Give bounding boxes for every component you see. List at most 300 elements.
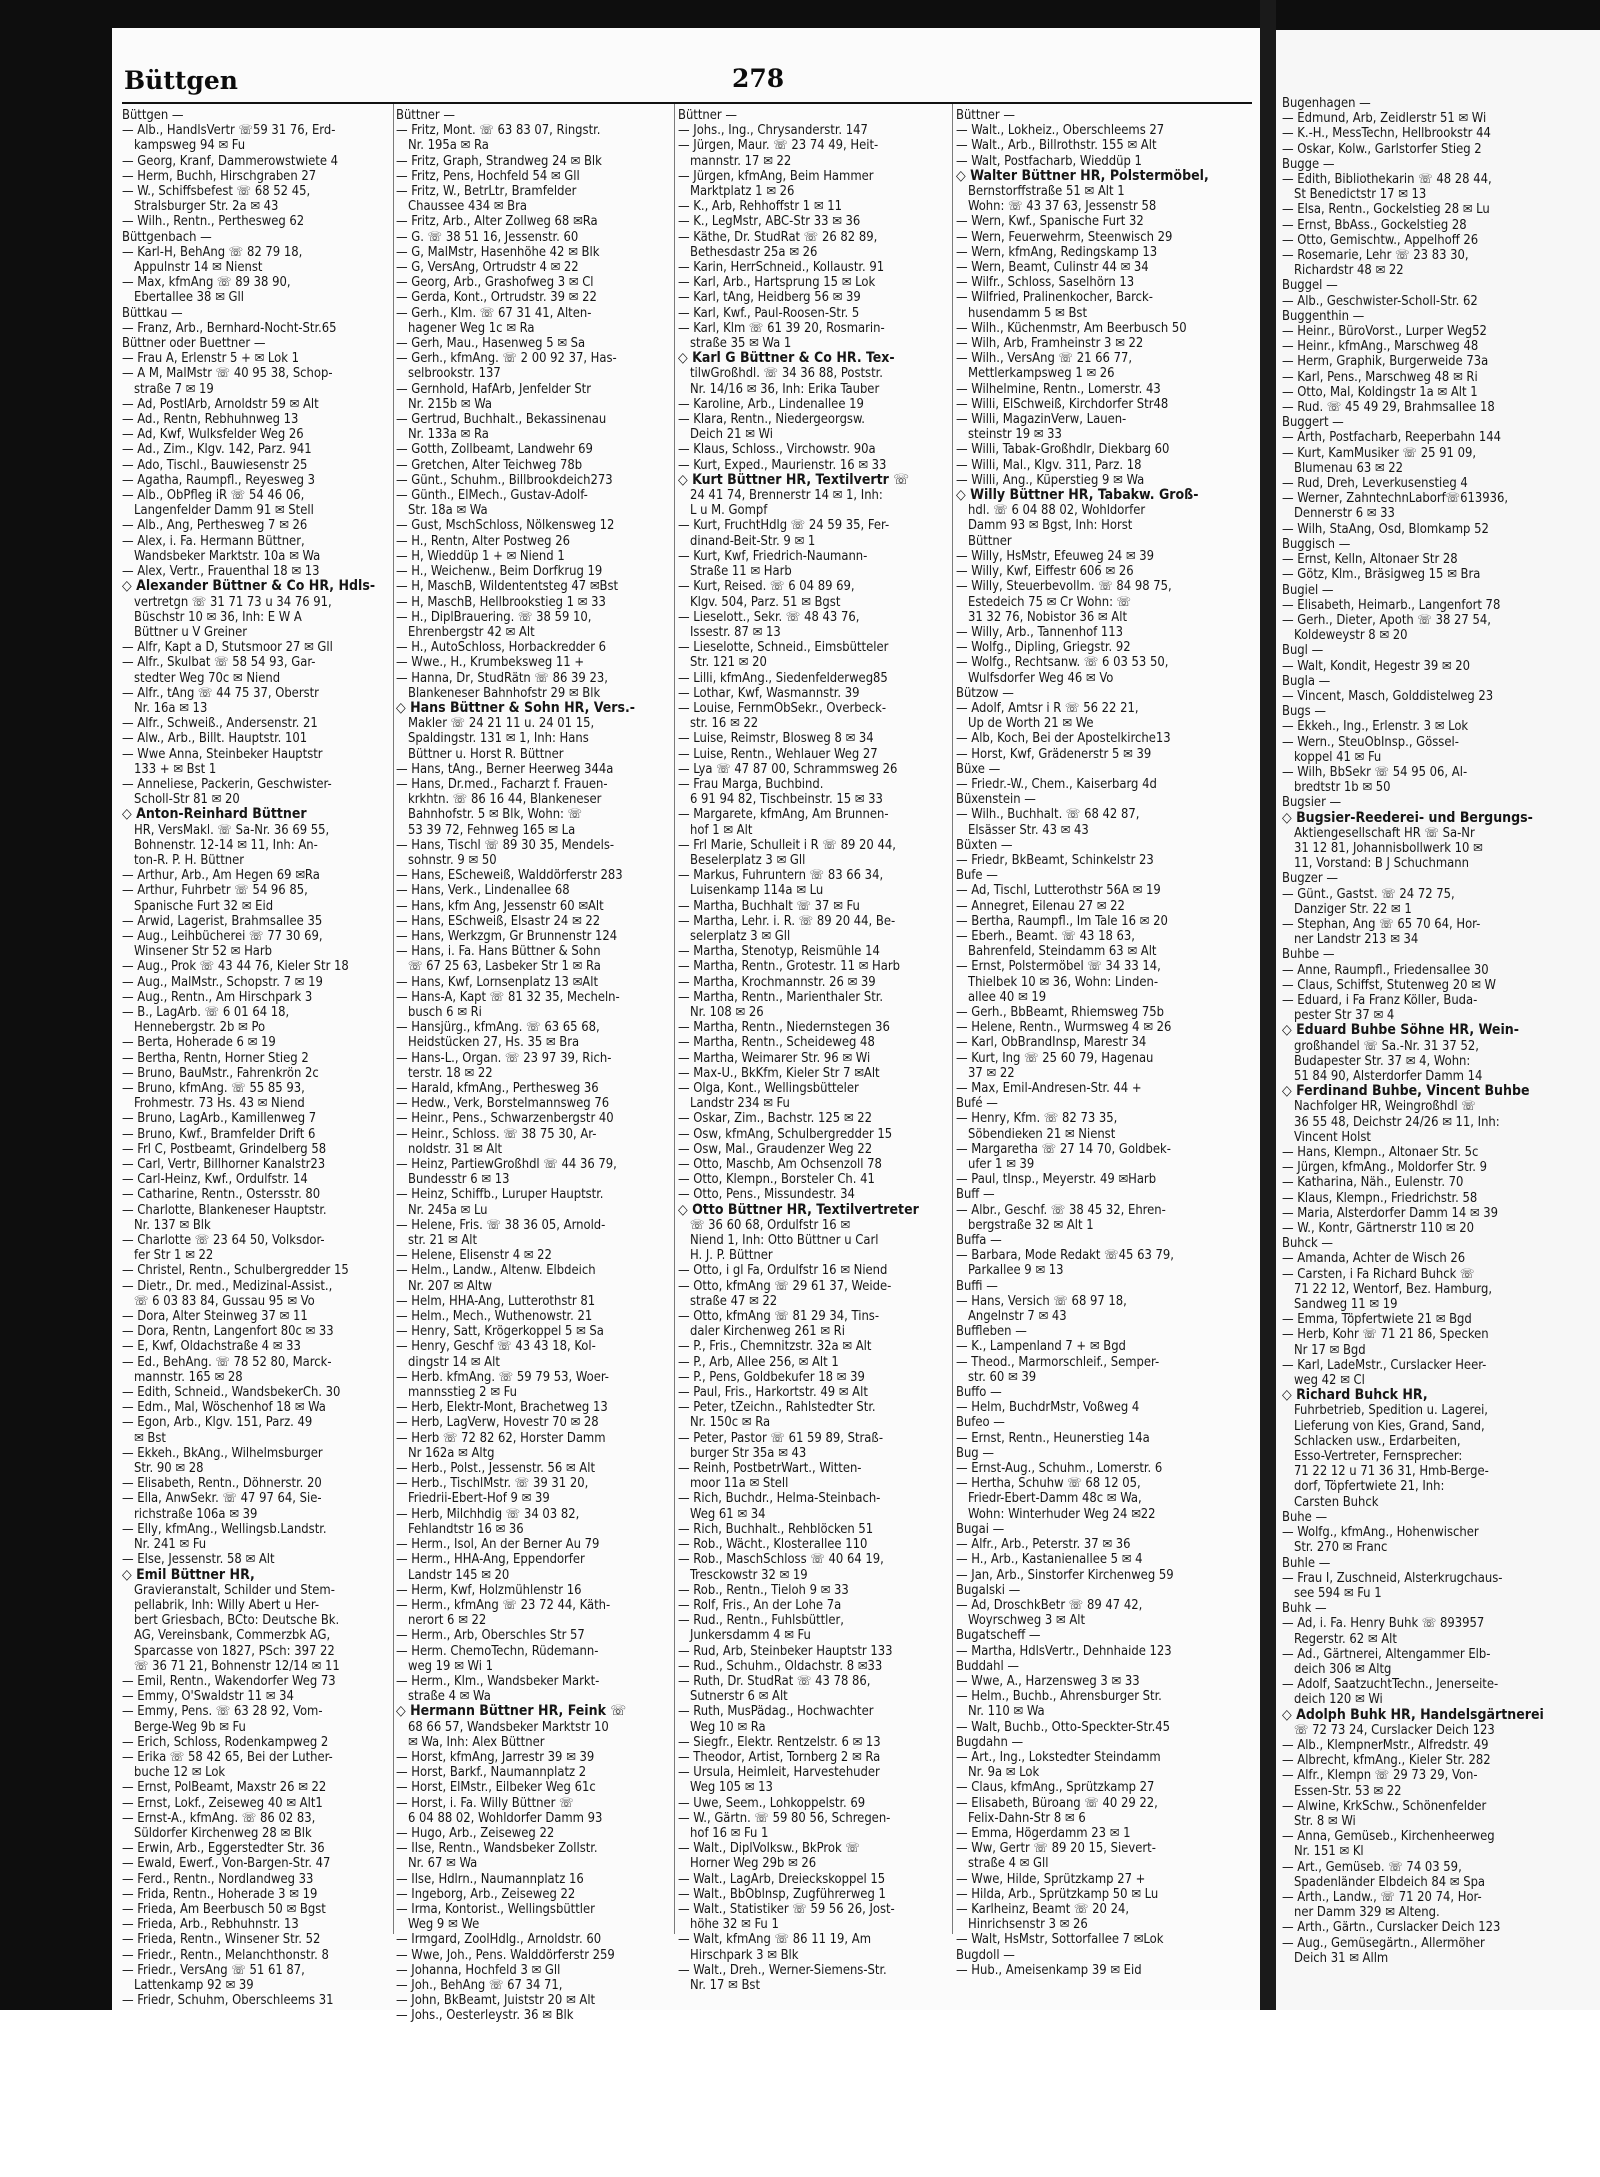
- directory-entry-line: hagener Weg 1c ✉ Ra: [408, 320, 535, 336]
- directory-entry-line: — Hans, Werkzgm, Gr Brunnenstr 124: [396, 928, 618, 944]
- directory-entry-line: — A M, MalMstr ☏ 40 95 38, Schop-: [122, 366, 333, 382]
- directory-entry-line: Richardstr 48 ✉ 22: [1294, 263, 1404, 279]
- directory-entry-line: ufer 1 ✉ 39: [968, 1157, 1035, 1173]
- directory-entry-line: — Max, kfmAng ☏ 89 38 90,: [122, 275, 291, 291]
- directory-entry-line: — Rud., Rentn., Fuhlsbüttler,: [678, 1613, 844, 1629]
- directory-entry-line: busch 6 ✉ Ri: [408, 1004, 482, 1020]
- directory-entry-line: Buggel —: [1282, 278, 1338, 294]
- directory-entry-line: — Erich, Schloss, Rodenkampweg 2: [122, 1734, 329, 1750]
- directory-entry-line: — Horst, Kwf, Grädenerstr 5 ✉ 39: [956, 746, 1152, 762]
- directory-entry-line: weg 19 ✉ Wi 1: [408, 1658, 493, 1674]
- directory-entry-line: — Kurt, FruchtHdlg ☏ 24 59 35, Fer-: [678, 518, 890, 534]
- directory-entry-line: — Hub., Ameisenkamp 39 ✉ Eid: [956, 1962, 1142, 1978]
- directory-entry-line: — Helm, BuchdrMstr, Voßweg 4: [956, 1400, 1140, 1416]
- directory-entry-line: Nr 162a ✉ Altg: [408, 1445, 495, 1461]
- directory-entry-line: — Ad, PostlArb, Arnoldstr 59 ✉ Alt: [122, 396, 319, 412]
- directory-entry-line: — Horst, Barkf., Naumannplatz 2: [396, 1765, 587, 1781]
- directory-entry-line: — Herm, Graphik, Burgerweide 73a: [1282, 354, 1489, 370]
- directory-entry-line: — Rolf, Fris., An der Lohe 7a: [678, 1597, 842, 1613]
- directory-entry-line: — Frida, Rentn., Hoherade 3 ✉ 19: [122, 1886, 318, 1902]
- directory-entry-line: Lieferung von Kies, Grand, Sand,: [1294, 1418, 1485, 1434]
- directory-entry-line: hdl. ☏ 6 04 88 02, Wohldorfer: [968, 503, 1146, 519]
- directory-entry-line: — Karlheinz, Beamt ☏ 20 24,: [956, 1901, 1130, 1917]
- directory-entry-line: — Fritz, Graph, Strandweg 24 ✉ Blk: [396, 153, 602, 169]
- directory-entry-line: — Max, Emil-Andresen-Str. 44 +: [956, 1081, 1142, 1096]
- directory-entry-line: — Martha, Stenotyp, Reismühle 14: [678, 944, 880, 960]
- directory-entry-line: — Rud, Dreh, Leverkusenstieg 4: [1282, 476, 1468, 492]
- directory-entry-line: — K., Arb, Rehhoffstr 1 ✉ 11: [678, 199, 843, 215]
- directory-entry-line: — Berta, Hoherade 6 ✉ 19: [122, 1035, 276, 1051]
- directory-entry-line: Aktiengesellschaft HR ☏ Sa-Nr: [1294, 825, 1475, 841]
- directory-entry-line: — Kurt, KamMusiker ☏ 25 91 09,: [1282, 445, 1477, 461]
- directory-entry-line: — Bruno, Kwf., Bramfelder Drift 6: [122, 1126, 316, 1142]
- directory-entry-line: — Alb., Geschwister-Scholl-Str. 62: [1282, 293, 1478, 309]
- directory-entry-line: Büttner u V Greiner: [134, 624, 248, 640]
- directory-entry-line: — Anneliese, Packerin, Geschwister-: [122, 776, 332, 792]
- directory-entry-line: Damm 93 ✉ Bgst, Inh: Horst: [968, 518, 1133, 534]
- directory-entry-line: — Wolfg., Rechtsanw. ☏ 6 03 53 50,: [956, 655, 1169, 671]
- directory-entry-line: — Alfr., Skulbat ☏ 58 54 93, Gar-: [122, 655, 316, 671]
- directory-entry-line: Wandsbeker Marktstr. 10a ✉ Wa: [134, 548, 321, 564]
- directory-entry-line: — Otto, kfmAng ☏ 81 29 34, Tins-: [678, 1309, 880, 1325]
- directory-entry-line: 6 04 88 02, Wohldorfer Damm 93: [408, 1810, 603, 1826]
- directory-entry-line: Büxten —: [956, 837, 1013, 853]
- directory-entry-line: 51 84 90, Alsterdorfer Damm 14: [1294, 1069, 1483, 1084]
- directory-entry-line: — Irmgard, ZoolHdlg., Arnoldstr. 60: [396, 1932, 602, 1948]
- directory-entry-line: — Heinr., Pens., Schwarzenbergstr 40: [396, 1111, 614, 1127]
- directory-entry-line: — H, Wieddüp 1 + ✉ Niend 1: [396, 548, 565, 564]
- directory-entry-line: — Aug., Gemüsegärtn., Allermöher: [1282, 1935, 1485, 1951]
- directory-entry-line: — Stephan, Ang ☏ 65 70 64, Hor-: [1282, 916, 1481, 932]
- directory-entry-line: — Gertrud, Buchhalt., Bekassinenau: [396, 412, 607, 428]
- directory-entry-line: — Ella, AnwSekr. ☏ 47 97 64, Sie-: [122, 1491, 322, 1507]
- directory-entry-line: Nr. 14/16 ✉ 36, Inh: Erika Tauber: [690, 381, 880, 397]
- directory-entry-line: — Wwe., H., Krumbeksweg 11 +: [396, 655, 585, 671]
- directory-entry-line: Landstr 234 ✉ Fu: [690, 1096, 790, 1112]
- directory-entry-line: — P., Pens, Goldbekufer 18 ✉ 39: [678, 1369, 865, 1385]
- directory-entry-line: — Ado, Tischl., Bauwiesenstr 25: [122, 457, 308, 473]
- directory-entry-line: Mettlerkampsweg 1 ✉ 26: [968, 366, 1115, 382]
- directory-entry-line: Bugdoll —: [956, 1947, 1015, 1963]
- directory-entry-line: mannsstieg 2 ✉ Fu: [408, 1385, 517, 1401]
- directory-entry-line: Bugla —: [1282, 673, 1331, 689]
- directory-entry-line: — Adolf, SaatzuchtTechn., Jenerseite-: [1282, 1677, 1499, 1693]
- directory-column-1: [122, 108, 390, 2009]
- directory-entry-line: — Gotth, Zollbeamt, Landwehr 69: [396, 442, 593, 458]
- directory-entry-line: — Ad, DroschkBetr ☏ 89 47 42,: [956, 1597, 1143, 1613]
- directory-entry-line: Bahnhofstr. 5 ✉ Blk, Wohn: ☏: [408, 807, 583, 823]
- directory-entry-line: Langenfelder Damm 91 ✉ Stell: [134, 503, 314, 519]
- directory-entry-line: Thielbek 10 ✉ 36, Wohn: Linden-: [968, 974, 1159, 990]
- directory-entry-line: Str. 18a ✉ Wa: [408, 503, 488, 519]
- directory-entry-line: straße 4 ✉ Gll: [968, 1856, 1049, 1872]
- directory-entry-line: — Albrecht, kfmAng., Kieler Str. 282: [1282, 1753, 1491, 1769]
- directory-entry-line: — Ad., Zim., Klgv. 142, Parz. 941: [122, 442, 312, 458]
- directory-entry-line: — Henry, Geschf ☏ 43 43 18, Kol-: [396, 1339, 596, 1355]
- directory-entry-line: Makler ☏ 24 21 11 u. 24 01 15,: [408, 716, 595, 732]
- directory-entry-line: — Aug., Rentn., Am Hirschpark 3: [122, 989, 313, 1005]
- directory-entry-line: Marktplatz 1 ✉ 26: [690, 184, 795, 200]
- directory-entry-line: ◇ Hermann Büttner HR, Feink ☏: [396, 1703, 627, 1720]
- directory-entry-line: — K., LegMstr, ABC-Str 33 ✉ 36: [678, 214, 861, 230]
- directory-entry-line: — Jürgen, kfmAng., Moldorfer Str. 9: [1282, 1160, 1488, 1176]
- directory-entry-line: — Charlotte ☏ 23 64 50, Volksdor-: [122, 1233, 325, 1249]
- directory-entry-line: Bethesdastr 25a ✉ 26: [690, 244, 818, 260]
- directory-entry-line: — H., Arb., Kastanienallee 5 ✉ 4: [956, 1552, 1143, 1568]
- directory-entry-line: Essen-Str. 53 ✉ 22: [1294, 1783, 1402, 1799]
- directory-entry-line: — Wilh., Küchenmstr, Am Beerbusch 50: [956, 320, 1187, 336]
- directory-entry-line: — Margaretha ☏ 27 14 70, Goldbek-: [956, 1141, 1171, 1157]
- directory-entry-line: ner Damm 329 ✉ Alteng.: [1294, 1905, 1440, 1921]
- directory-entry-line: bredtstr 1b ✉ 50: [1294, 780, 1391, 796]
- directory-entry-line: — Karoline, Arb., Lindenallee 19: [678, 396, 864, 412]
- directory-entry-line: — Willy, HsMstr, Efeuweg 24 ✉ 39: [956, 548, 1155, 564]
- directory-entry-line: — Wern, Feuerwehrm, Steenwisch 29: [956, 229, 1173, 245]
- directory-entry-line: ✉ Bst: [134, 1430, 166, 1446]
- directory-entry-line: — Louise, FernmObSekr., Overbeck-: [678, 700, 887, 716]
- directory-entry-line: — Dora, Alter Steinweg 37 ✉ 11: [122, 1309, 308, 1325]
- directory-entry-line: — G, MalMstr, Hasenhöhe 42 ✉ Blk: [396, 244, 600, 260]
- directory-entry-line: — H., DiplBrauering. ☏ 38 59 10,: [396, 609, 592, 625]
- directory-entry-line: Friedrii-Ebert-Hof 9 ✉ 39: [408, 1491, 550, 1507]
- directory-entry-line: — Karl, Kwf., Paul-Roosen-Str. 5: [678, 305, 860, 321]
- directory-entry-line: L u M. Gompf: [690, 503, 768, 519]
- directory-entry-line: stedter Weg 70c ✉ Niend: [134, 670, 281, 686]
- directory-entry-line: Büttner —: [956, 108, 1015, 123]
- directory-entry-line: Lattenkamp 92 ✉ 39: [134, 1977, 254, 1993]
- directory-entry-line: Bugenhagen —: [1282, 96, 1371, 111]
- directory-entry-line: — Walt., Arb., Billrothstr. 155 ✉ Alt: [956, 138, 1157, 154]
- directory-entry-line: — Herm., Isol, An der Berner Au 79: [396, 1537, 600, 1553]
- directory-entry-line: — Horst, i. Fa. Willy Büttner ☏: [396, 1795, 574, 1811]
- directory-entry-line: — Karl-H, BehAng ☏ 82 79 18,: [122, 244, 303, 260]
- directory-entry-line: — Wilh., Rentn., Perthesweg 62: [122, 214, 305, 230]
- directory-entry-line: — Fritz, Pens, Hochfeld 54 ✉ Gll: [396, 168, 580, 184]
- directory-entry-line: — Frieda, Arb., Rebhuhnstr. 13: [122, 1917, 299, 1933]
- directory-entry-line: — Carl, Vertr, Billhorner Kanalstr23: [122, 1157, 326, 1173]
- header-rule: [122, 102, 1252, 104]
- directory-entry-line: — Markus, Fuhruntern ☏ 83 66 34,: [678, 868, 884, 884]
- directory-entry-line: Nr. 110 ✉ Wa: [968, 1704, 1045, 1720]
- directory-entry-line: — W., Gärtn. ☏ 59 80 56, Schregen-: [678, 1810, 891, 1826]
- directory-entry-line: Buddahl —: [956, 1658, 1019, 1674]
- directory-entry-line: — Heinz, Schiffb., Luruper Hauptstr.: [396, 1187, 604, 1203]
- directory-entry-line: — John, BkBeamt, Juiststr 20 ✉ Alt: [396, 1993, 596, 2009]
- directory-entry-line: — Willi, Tabak-Großhdlr, Diekbarg 60: [956, 442, 1170, 458]
- directory-entry-line: Nr. 207 ✉ Altw: [408, 1278, 493, 1294]
- running-head: [122, 62, 1252, 98]
- directory-entry-line: Nr. 133a ✉ Ra: [408, 427, 489, 443]
- directory-entry-line: — Hans, ESchweiß, Elsastr 24 ✉ 22: [396, 913, 601, 929]
- directory-entry-line: — Wern, Beamt, Culinstr 44 ✉ 34: [956, 260, 1149, 276]
- directory-entry-line: — H., Weichenw., Beim Dorfkrug 19: [396, 564, 603, 580]
- directory-entry-line: ◇ Richard Buhck HR,: [1282, 1387, 1428, 1404]
- directory-entry-line: — Herm., HHA-Ang, Eppendorfer: [396, 1552, 585, 1568]
- directory-entry-line: deich 306 ✉ Altg: [1294, 1661, 1392, 1677]
- directory-entry-line: — Karin, HerrSchneid., Kollaustr. 91: [678, 260, 885, 276]
- directory-entry-line: — Ekkeh., Ing., Erlenstr. 3 ✉ Lok: [1282, 719, 1469, 735]
- directory-entry-line: — Karl, ObBrandInsp, Marestr 34: [956, 1035, 1147, 1051]
- directory-entry-line: Bugdahn —: [956, 1734, 1024, 1750]
- directory-entry-line: Scholl-Str 81 ✉ 20: [134, 792, 240, 808]
- directory-entry-line: — Lieselott., Sekr. ☏ 48 43 76,: [678, 609, 860, 625]
- directory-entry-line: — Rud., Schuhm., Oldachstr. 8 ✉33: [678, 1658, 883, 1674]
- directory-entry-line: Weg 105 ✉ 13: [690, 1780, 773, 1796]
- directory-entry-line: — Walt, Buchb., Otto-Speckter-Str.45: [956, 1719, 1171, 1735]
- directory-entry-line: dorf, Töpfertwiete 21, Inh:: [1294, 1479, 1445, 1495]
- directory-entry-line: — Hans, EScheweiß, Walddörferstr 283: [396, 868, 623, 884]
- directory-entry-line: — P., Arb, Allee 256, ✉ Alt 1: [678, 1354, 839, 1370]
- directory-entry-line: — Wwe, Joh., Pens. Walddörferstr 259: [396, 1947, 615, 1963]
- directory-entry-line: mannstr. 17 ✉ 22: [690, 153, 792, 169]
- directory-entry-line: — Willy, Kwf, Eiffestr 606 ✉ 26: [956, 564, 1134, 580]
- directory-entry-line: — Ernst-A., kfmAng. ☏ 86 02 83,: [122, 1810, 316, 1826]
- directory-entry-line: — Hans, Versich ☏ 68 97 18,: [956, 1293, 1127, 1309]
- directory-entry-line: — Herb., TischlMstr. ☏ 39 31 20,: [396, 1476, 589, 1492]
- directory-entry-line: Esso-Vertreter, Fernsprecher:: [1294, 1449, 1463, 1465]
- directory-entry-line: — Oskar, Zim., Bachstr. 125 ✉ 22: [678, 1111, 872, 1127]
- directory-entry-line: — Wern., SteuObInsp., Gössel-: [1282, 734, 1459, 750]
- directory-entry-line: — Irma, Kontorist., Wellingsbüttler: [396, 1901, 595, 1917]
- directory-entry-line: Buffi —: [956, 1278, 998, 1294]
- directory-entry-line: — Edith, Bibliothekarin ☏ 48 28 44,: [1282, 172, 1492, 188]
- directory-entry-line: Nr. 16a ✉ 13: [134, 700, 208, 716]
- directory-entry-line: Parkallee 9 ✉ 13: [968, 1263, 1064, 1279]
- directory-entry-line: — Martha, HdlsVertr., Dehnhaide 123: [956, 1643, 1172, 1659]
- directory-entry-line: Beselerplatz 3 ✉ Gll: [690, 852, 806, 868]
- directory-entry-line: — Theodor, Artist, Tornberg 2 ✉ Ra: [678, 1749, 881, 1765]
- directory-entry-line: ◇ Emil Büttner HR,: [122, 1566, 255, 1583]
- directory-entry-line: Süldorfer Kirchenweg 28 ✉ Blk: [134, 1825, 312, 1841]
- column-divider: [674, 104, 675, 1934]
- directory-entry-line: — Hans, i. Fa. Hans Büttner & Sohn: [396, 944, 601, 960]
- directory-entry-line: — Wwe, Hilde, Sprützkamp 27 +: [956, 1871, 1146, 1887]
- directory-entry-line: — Elsa, Rentn., Gockelstieg 28 ✉ Lu: [1282, 202, 1490, 218]
- directory-entry-line: — Georg, Arb., Grashofweg 3 ✉ Cl: [396, 275, 594, 291]
- directory-entry-line: — Ferd., Rentn., Nordlandweg 33: [122, 1871, 314, 1887]
- directory-entry-line: Str. 90 ✉ 28: [134, 1461, 204, 1477]
- directory-entry-line: — Bertha, Rentn, Horner Stieg 2: [122, 1050, 309, 1066]
- directory-entry-line: Nr. 215b ✉ Wa: [408, 396, 492, 412]
- directory-entry-line: Klgv. 504, Parz. 51 ✉ Bgst: [690, 594, 841, 610]
- directory-entry-line: Str. 8 ✉ Wi: [1294, 1813, 1356, 1829]
- directory-entry-line: — Ruth, Dr. StudRat ☏ 43 78 86,: [678, 1673, 871, 1689]
- directory-entry-line: — Herb, Milchhdig ☏ 34 03 82,: [396, 1506, 580, 1522]
- directory-entry-line: — Johs., Ing., Chrysanderstr. 147: [678, 123, 868, 139]
- directory-entry-line: Söbendieken 21 ✉ Nienst: [968, 1126, 1116, 1142]
- directory-entry-line: Hennebergstr. 2b ✉ Po: [134, 1020, 266, 1036]
- directory-entry-line: Vincent Holst: [1294, 1129, 1371, 1145]
- directory-entry-line: — Walt., LagArb, Dreieckskoppel 15: [678, 1871, 886, 1887]
- directory-entry-line: — Alwine, KrkSchw., Schönenfelder: [1282, 1798, 1487, 1814]
- directory-entry-line: — Arthur, Arb., Am Hegen 69 ✉Ra: [122, 868, 320, 884]
- directory-entry-line: — Rosemarie, Lehr ☏ 23 83 30,: [1282, 248, 1469, 264]
- directory-entry-line: — Frieda, Rentn., Winsener Str. 52: [122, 1932, 321, 1948]
- directory-entry-line: — Hans, Kwf, Lornsenplatz 13 ✉Alt: [396, 974, 599, 990]
- directory-entry-line: — Herb, Kohr ☏ 71 21 86, Specken: [1282, 1327, 1489, 1343]
- directory-entry-line: — Bruno, kfmAng. ☏ 55 85 93,: [122, 1081, 305, 1096]
- directory-entry-line: sohnstr. 9 ✉ 50: [408, 852, 497, 868]
- directory-entry-line: — Alb., KlempnerMstr., Alfredstr. 49: [1282, 1737, 1489, 1753]
- directory-entry-line: 24 41 74, Brennerstr 14 ✉ 1, Inh:: [690, 488, 883, 504]
- directory-entry-line: — Erika ☏ 58 42 65, Bei der Luther-: [122, 1749, 333, 1765]
- directory-entry-line: bergstraße 32 ✉ Alt 1: [968, 1217, 1094, 1233]
- directory-entry-line: — Peter, tZeichn., Rahlstedter Str.: [678, 1400, 876, 1416]
- directory-entry-line: — Helm., Landw., Altenw. Elbdeich: [396, 1263, 596, 1279]
- directory-entry-line: — Alb., Ang, Perthesweg 7 ✉ 26: [122, 518, 308, 534]
- directory-entry-line: Berge-Weg 9b ✉ Fu: [134, 1719, 246, 1735]
- directory-entry-line: Buff —: [956, 1187, 995, 1203]
- directory-entry-line: — Catharine, Rentn., Ostersstr. 80: [122, 1187, 321, 1203]
- directory-entry-line: — Anne, Raumpfl., Friedensallee 30: [1282, 962, 1489, 978]
- directory-entry-line: Buffo —: [956, 1385, 1002, 1401]
- directory-entry-line: 37 ✉ 22: [968, 1065, 1015, 1081]
- directory-entry-line: H. J. P. Büttner: [690, 1248, 773, 1264]
- directory-entry-line: ◇ Otto Büttner HR, Textilvertreter: [678, 1201, 919, 1218]
- directory-entry-line: Büxenstein —: [956, 792, 1036, 808]
- directory-entry-line: — Emmy, O'Swaldstr 11 ✉ 34: [122, 1689, 294, 1705]
- directory-entry-line: — Gerh., kfmAng. ☏ 2 00 92 37, Has-: [396, 351, 617, 367]
- directory-entry-line: — Agatha, Raumpfl., Reyesweg 3: [122, 472, 316, 488]
- directory-entry-line: — Willi, Ang., Küperstieg 9 ✉ Wa: [956, 472, 1145, 488]
- directory-entry-line: 11, Vorstand: B J Schuchmann: [1294, 856, 1469, 872]
- directory-entry-line: — Martha, Rentn., Marienthaler Str.: [678, 989, 884, 1005]
- directory-entry-line: — Walt, Postfacharb, Wieddüp 1: [956, 153, 1142, 169]
- directory-entry-line: 68 66 57, Wandsbeker Marktstr 10: [408, 1719, 609, 1735]
- directory-entry-line: dingstr 14 ✉ Alt: [408, 1354, 500, 1370]
- directory-entry-line: — Friedr.-W., Chem., Kaiserbarg 4d: [956, 776, 1157, 792]
- directory-entry-line: — Johs., Oesterleystr. 36 ✉ Blk: [396, 2008, 574, 2024]
- directory-entry-line: — Arth., Gärtn., Curslacker Deich 123: [1282, 1920, 1501, 1936]
- directory-entry-line: — Herm., kfmAng ☏ 23 72 44, Käth-: [396, 1597, 611, 1613]
- directory-entry-line: — Günt., Schuhm., Billbrookdeich273: [396, 472, 613, 488]
- directory-entry-line: Regerstr. 62 ✉ Alt: [1294, 1631, 1397, 1647]
- directory-entry-line: — Emma, Högerdamm 23 ✉ 1: [956, 1825, 1131, 1841]
- directory-entry-line: Büttner u. Horst R. Büttner: [408, 746, 564, 762]
- directory-entry-line: — Wern, kfmAng, Redingskamp 13: [956, 244, 1158, 260]
- directory-entry-line: — Friedr, Schuhm, Oberschleems 31: [122, 1993, 334, 2009]
- directory-entry-line: hof 16 ✉ Fu 1: [690, 1825, 769, 1841]
- directory-entry-line: — Jan, Arb., Sinstorfer Kirchenweg 59: [956, 1567, 1174, 1583]
- directory-entry-line: — Klaus, Klempn., Friedrichstr. 58: [1282, 1190, 1478, 1206]
- directory-entry-line: — Elisabeth, Rentn., Döhnerstr. 20: [122, 1476, 322, 1492]
- directory-entry-line: Büttner: [968, 533, 1012, 549]
- directory-entry-line: Blumenau 63 ✉ 22: [1294, 460, 1404, 476]
- directory-entry-line: — Kurt, Exped., Maurienstr. 16 ✉ 33: [678, 457, 887, 473]
- directory-entry-line: ◇ Kurt Büttner HR, Textilvertr ☏: [678, 471, 909, 488]
- directory-entry-line: — Ad., Gärtnerei, Altengammer Elb-: [1282, 1646, 1491, 1662]
- directory-entry-line: — Rob., Wächt., Klosterallee 110: [678, 1537, 868, 1553]
- directory-entry-line: — Elisabeth, Büroang ☏ 40 29 22,: [956, 1795, 1158, 1811]
- directory-entry-line: — Wern, Kwf., Spanische Furt 32: [956, 214, 1144, 230]
- directory-entry-line: — Else, Jessenstr. 58 ✉ Alt: [122, 1552, 275, 1568]
- directory-entry-line: Deich 31 ✉ Allm: [1294, 1950, 1389, 1966]
- directory-entry-line: — Frau I, Zuschneid, Alsterkrugchaus-: [1282, 1570, 1503, 1586]
- directory-entry-line: ◇ Karl G Büttner & Co HR. Tex-: [678, 350, 895, 367]
- directory-entry-line: — Edith, Schneid., WandsbekerCh. 30: [122, 1385, 341, 1401]
- directory-entry-line: — Karl, tAng, Heidberg 56 ✉ 39: [678, 290, 861, 306]
- directory-entry-line: ☏ 36 71 21, Bohnenstr 12/14 ✉ 11: [134, 1658, 340, 1674]
- directory-entry-line: — Gerda, Kont., Ortrudstr. 39 ✉ 22: [396, 290, 597, 306]
- directory-entry-line: — Alfr., Arb., Peterstr. 37 ✉ 36: [956, 1537, 1131, 1553]
- directory-entry-line: — Gerh., Klm. ☏ 67 31 41, Alten-: [396, 305, 592, 321]
- directory-entry-line: — Fritz, W., BetrLtr, Bramfelder: [396, 184, 577, 200]
- directory-entry-line: str. 60 ✉ 39: [968, 1369, 1037, 1385]
- directory-entry-line: — Willi, MagazinVerw, Lauen-: [956, 412, 1127, 428]
- directory-entry-line: selerplatz 3 ✉ Gll: [690, 928, 791, 944]
- directory-entry-line: — Walt, HsMstr, Sottorfallee 7 ✉Lok: [956, 1932, 1164, 1948]
- directory-entry-line: Hirschpark 3 ✉ Blk: [690, 1947, 799, 1963]
- directory-entry-line: — Rud. ☏ 45 49 29, Brahmsallee 18: [1282, 400, 1495, 416]
- directory-entry-line: — Ernst, Kelln, Altonaer Str 28: [1282, 552, 1458, 568]
- directory-entry-line: — Herm, Buchh, Hirschgraben 27: [122, 168, 317, 184]
- directory-entry-line: — Gerh., BbBeamt, Rhiemsweg 75b: [956, 1004, 1164, 1020]
- directory-entry-line: Blankeneser Bahnhofstr 29 ✉ Blk: [408, 685, 601, 701]
- directory-entry-line: — Amanda, Achter de Wisch 26: [1282, 1251, 1466, 1267]
- directory-entry-line: Buggert —: [1282, 415, 1344, 431]
- directory-entry-line: — Horst, ElMstr., Eilbeker Weg 61c: [396, 1780, 596, 1796]
- page-number: 278: [732, 64, 785, 93]
- directory-entry-line: ◇ Bugsier-Reederei- und Bergungs-: [1282, 809, 1533, 826]
- directory-entry-line: — Aug., Leihbücherei ☏ 77 30 69,: [122, 928, 323, 944]
- directory-entry-line: — Günth., ElMech., Gustav-Adolf-: [396, 488, 588, 504]
- directory-entry-line: — Henry, Satt, Krögerkoppel 5 ✉ Sa: [396, 1324, 604, 1340]
- directory-entry-line: — Hugo, Arb., Zeiseweg 22: [396, 1825, 555, 1841]
- directory-entry-line: — Willi, ElSchweiß, Kirchdorfer Str48: [956, 396, 1169, 412]
- directory-entry-line: fer Str 1 ✉ 22: [134, 1248, 214, 1264]
- directory-entry-line: — P., Fris., Chemnitzstr. 32a ✉ Alt: [678, 1339, 872, 1355]
- directory-entry-line: — Claus, kfmAng., Sprützkamp 27: [956, 1780, 1155, 1796]
- directory-entry-line: — Ad, Kwf, Wulksfelder Weg 26: [122, 427, 304, 443]
- directory-entry-line: dinand-Beit-Str. 9 ✉ 1: [690, 533, 816, 549]
- directory-entry-line: — Ed., BehAng. ☏ 78 52 80, Marck-: [122, 1354, 332, 1370]
- directory-entry-line: Sutnerstr 6 ✉ Alt: [690, 1689, 788, 1705]
- directory-entry-line: — Wilh, StaAng, Osd, Blomkamp 52: [1282, 521, 1489, 537]
- directory-entry-line: höhe 32 ✉ Fu 1: [690, 1917, 779, 1933]
- directory-entry-line: Ehrenbergstr 42 ✉ Alt: [408, 624, 535, 640]
- directory-entry-line: hof 1 ✉ Alt: [690, 822, 753, 838]
- directory-entry-line: — Helm., Buchb., Ahrensburger Str.: [956, 1689, 1162, 1705]
- directory-entry-line: Weg 9 ✉ We: [408, 1917, 480, 1933]
- directory-entry-line: Niend 1, Inh: Otto Büttner u Carl: [690, 1233, 879, 1249]
- directory-entry-line: — Ad, i. Fa. Henry Buhk ☏ 893957: [1282, 1616, 1485, 1632]
- directory-entry-line: — H, MaschB, Wildententsteg 47 ✉Bst: [396, 579, 619, 595]
- directory-entry-line: Chaussee 434 ✉ Bra: [408, 199, 527, 215]
- directory-entry-line: ☏ 67 25 63, Lasbeker Str 1 ✉ Ra: [408, 959, 601, 975]
- directory-entry-line: ✉ Wa, Inh: Alex Büttner: [408, 1734, 545, 1750]
- directory-entry-line: Büttkau —: [122, 305, 183, 321]
- directory-entry-line: — Ernst-Aug., Schuhm., Lomerstr. 6: [956, 1461, 1163, 1477]
- directory-entry-line: — Frieda, Am Beerbusch 50 ✉ Bgst: [122, 1901, 326, 1917]
- directory-entry-line: Felix-Dahn-Str 8 ✉ 6: [968, 1810, 1086, 1826]
- directory-entry-line: — Walt., Statistiker ☏ 59 56 26, Jost-: [678, 1901, 895, 1917]
- directory-entry-line: pellabrik, Inh: Willy Abert u Her-: [134, 1597, 320, 1613]
- directory-entry-line: — Johanna, Hochfeld 3 ✉ Gll: [396, 1962, 561, 1978]
- directory-entry-line: ☏ 6 03 83 84, Gussau 95 ✉ Vo: [134, 1293, 315, 1309]
- directory-entry-line: Spanische Furt 32 ✉ Eid: [134, 898, 274, 914]
- directory-entry-line: Büttgenbach —: [122, 229, 212, 245]
- directory-entry-line: — Ilse, Hdlrn., Naumannplatz 16: [396, 1871, 584, 1887]
- directory-entry-line: — Ww, Gertr ☏ 89 20 15, Sievert-: [956, 1841, 1156, 1857]
- directory-entry-line: Büttner oder Buettner —: [122, 336, 266, 352]
- directory-entry-line: koppel 41 ✉ Fu: [1294, 749, 1382, 765]
- directory-entry-line: — Max-U., BkKfm, Kieler Str 7 ✉Alt: [678, 1065, 880, 1081]
- directory-entry-line: — Vincent, Masch, Golddistelweg 23: [1282, 688, 1494, 704]
- directory-entry-line: — E, Kwf, Oldachstraße 4 ✉ 33: [122, 1339, 301, 1355]
- directory-entry-line: — Ilse, Rentn., Wandsbeker Zollstr.: [396, 1841, 598, 1857]
- directory-entry-line: straße 4 ✉ Wa: [408, 1689, 491, 1705]
- directory-entry-line: — Paul, tInsp., Meyerstr. 49 ✉Harb: [956, 1172, 1157, 1188]
